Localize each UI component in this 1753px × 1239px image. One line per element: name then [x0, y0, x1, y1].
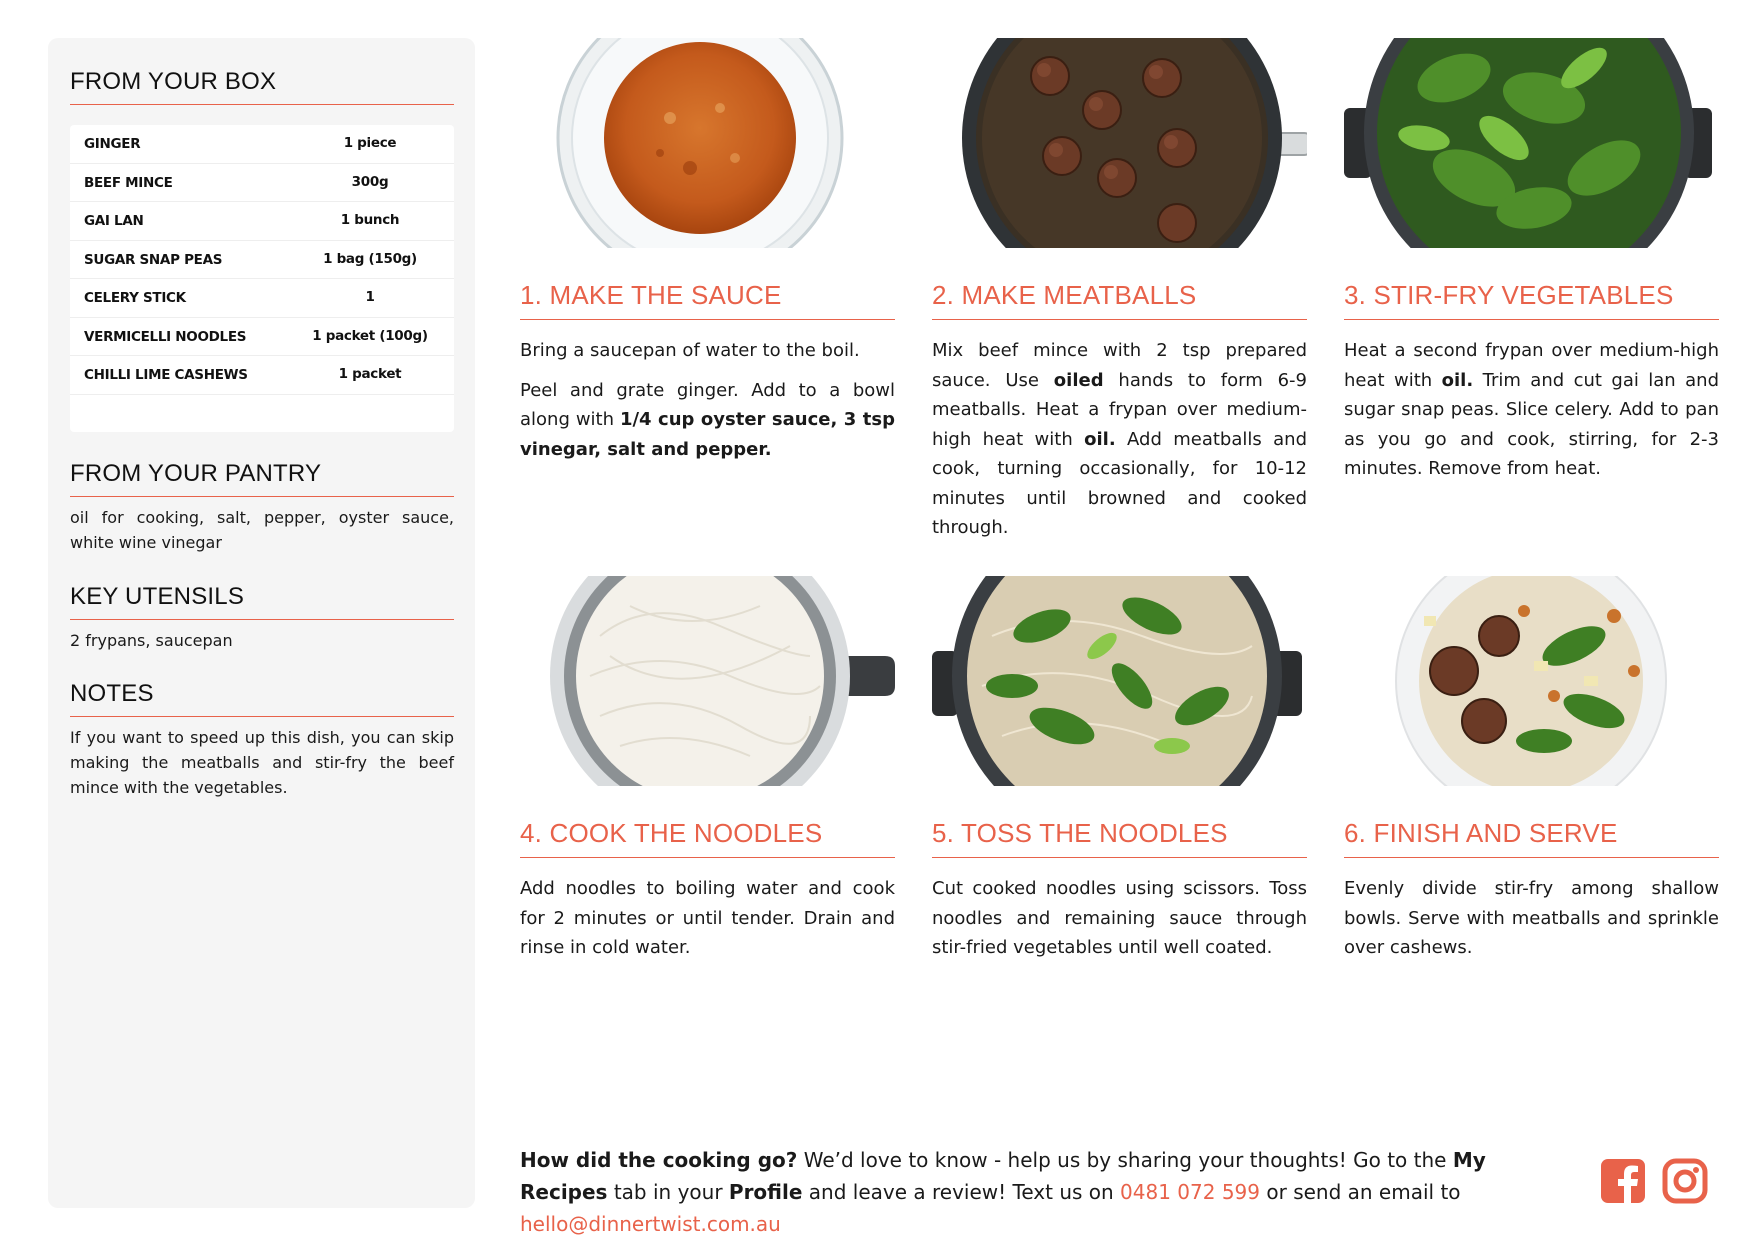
table-row: [70, 241, 454, 280]
ingredient-name: SUGAR SNAP PEAS: [84, 251, 223, 268]
table-row: [70, 356, 454, 395]
meatballs-photo: [932, 38, 1307, 248]
noodles-photo: [520, 576, 895, 786]
feedback-footer: [520, 1144, 1580, 1239]
box-heading: FROM YOUR BOX: [70, 68, 454, 105]
step-1-title: 1. MAKE THE SAUCE: [520, 280, 895, 320]
ingredients-table: [70, 125, 454, 432]
footer-question: How did the cooking go?: [520, 1148, 798, 1172]
pantry-text: oil for cooking, salt, pepper, oyster sauce, white wine vinegar: [70, 508, 454, 552]
step-1-body: [520, 336, 895, 474]
pantry-heading: FROM YOUR PANTRY: [70, 460, 454, 497]
my-recipes-label: My Recipes: [520, 1148, 1486, 1204]
step-2-body: [932, 336, 1307, 553]
profile-label: Profile: [728, 1180, 803, 1204]
table-row: [70, 279, 454, 318]
sauce-photo: [520, 38, 895, 248]
step-text: Peel and grate ginger. Add to a bowl along with: [520, 379, 895, 430]
step-bold-text: oil.: [1084, 428, 1116, 450]
footer-text: We’d love to know - help us by sharing your thoughts! Go to the: [797, 1148, 1453, 1172]
footer-text: and leave a review! Text us on: [802, 1180, 1121, 1204]
step-6-title: 6. FINISH AND SERVE: [1344, 818, 1719, 858]
ingredient-name: VERMICELLI NOODLES: [84, 328, 247, 345]
serve-photo: [1344, 576, 1719, 786]
step-bold-text: 1/4 cup oyster sauce, 3 tsp vinegar, salt and pepper.: [520, 409, 895, 460]
ingredient-qty: 300g: [351, 173, 389, 190]
step-text: Trim and cut gai lan and sugar snap peas. Slice celery. Add to pan as you go and cook, stirring, for 2-3 minutes. Remove from heat.: [1344, 369, 1720, 479]
step-2-title: 2. MAKE MEATBALLS: [932, 280, 1307, 320]
step-text: Mix beef mince with 2 tsp prepared sauce. Use: [932, 340, 1307, 391]
table-row: [70, 202, 454, 241]
ingredient-name: GAI LAN: [84, 213, 144, 229]
ingredient-qty: 1 bunch: [340, 212, 400, 228]
ingredient-qty: 1 packet (100g): [312, 327, 428, 344]
ingredient-qty: 1 piece: [343, 135, 397, 151]
vegetables-photo: [1344, 38, 1719, 248]
ingredient-name: GINGER: [84, 136, 141, 152]
step-text: Add meatballs and cook, turning occasionally, for 10-12 minutes until browned and cooked through.: [932, 428, 1307, 538]
step-3-body: [1344, 336, 1719, 494]
ingredient-name: BEEF MINCE: [84, 174, 173, 191]
table-row: [70, 318, 454, 357]
notes-heading: NOTES: [70, 680, 454, 717]
facebook-icon[interactable]: [1600, 1158, 1646, 1204]
step-4-text: Add noodles to boiling water and cook for 2 minutes or until tender. Drain and rinse in cold water.: [520, 878, 895, 958]
sidebar: [48, 38, 475, 1208]
step-3-text: [1344, 336, 1719, 484]
utensils-heading: KEY UTENSILS: [70, 583, 454, 620]
step-bold-text: oil.: [1441, 369, 1474, 391]
step-3-title: 3. STIR-FRY VEGETABLES: [1344, 280, 1719, 320]
step-1-text: Bring a saucepan of water to the boil.: [520, 340, 860, 361]
step-6-text: Evenly divide stir-fry among shallow bowls. Serve with meatballs and sprinkle over cashews.: [1344, 878, 1719, 958]
step-4-title: 4. COOK THE NOODLES: [520, 818, 895, 858]
step-text: hands to form 6-9 meatballs. Heat a frypan over medium-high heat with: [932, 369, 1307, 450]
ingredient-qty: 1: [365, 289, 375, 305]
step-5-title: 5. TOSS THE NOODLES: [932, 818, 1307, 858]
ingredient-qty: 1 packet: [338, 366, 402, 382]
step-2-text: [932, 336, 1307, 543]
ingredient-name: CHILLI LIME CASHEWS: [84, 367, 248, 383]
step-4-body: [520, 874, 895, 973]
notes-text: If you want to speed up this dish, you can skip making the meatballs and stir-fry the beef mince with the vegetables.: [70, 728, 454, 797]
toss-noodles-photo: [932, 576, 1307, 786]
step-1-text: [520, 376, 895, 465]
step-5-body: [932, 874, 1307, 973]
step-5-text: Cut cooked noodles using scissors. Toss noodles and remaining sauce through stir-fried vegetables until well coated.: [932, 878, 1307, 958]
step-text: Heat a second frypan over medium-high heat with: [1344, 340, 1719, 391]
email-link[interactable]: hello@dinnertwist.com.au: [520, 1212, 781, 1236]
step-bold-text: oiled: [1053, 369, 1104, 391]
ingredient-name: CELERY STICK: [84, 290, 186, 306]
table-row: [70, 164, 454, 203]
table-row: [70, 125, 454, 164]
footer-text: tab in your: [607, 1180, 729, 1204]
ingredient-qty: 1 bag (150g): [323, 250, 417, 267]
step-6-body: [1344, 874, 1719, 973]
footer-text: or send an email to: [1260, 1180, 1461, 1204]
instagram-icon[interactable]: [1662, 1158, 1708, 1204]
phone-link[interactable]: 0481 072 599: [1120, 1180, 1261, 1204]
utensils-text: 2 frypans, saucepan: [70, 631, 233, 650]
